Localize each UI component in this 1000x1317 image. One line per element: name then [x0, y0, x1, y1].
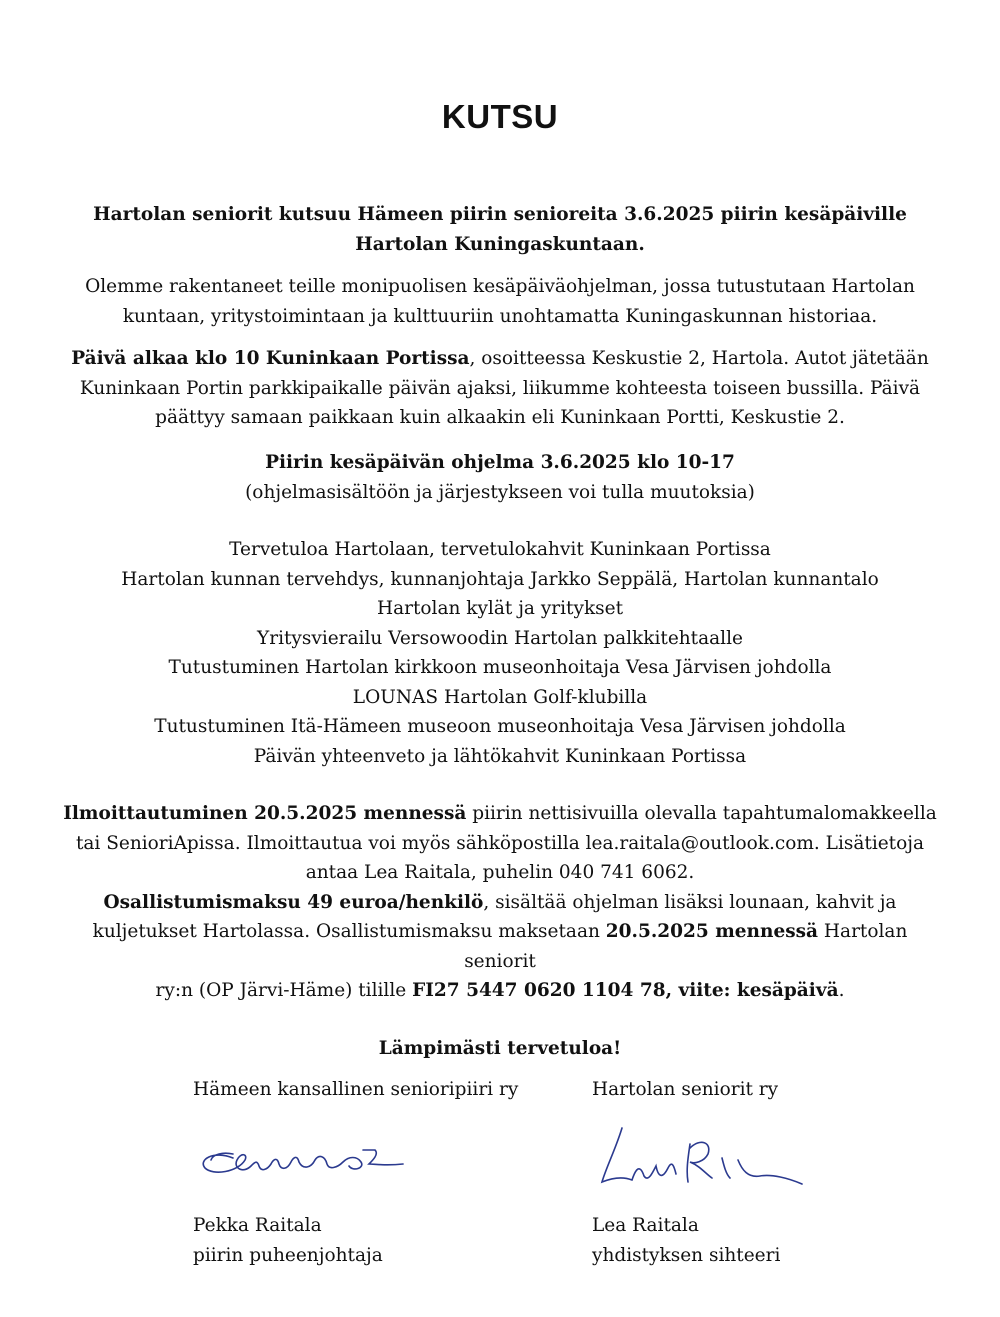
- intro-paragraph: [60, 200, 940, 259]
- meeting-info-text: , osoitteessa Keskustie 2, Hartola. Autot jätetään: [469, 348, 929, 369]
- signatory-role: yhdistyksen sihteeri: [592, 1244, 781, 1266]
- fee-line: [60, 976, 940, 1006]
- description-line: kuntaan, yritystoimintaan ja kulttuuriin unohtamatta Kuningaskunnan historiaa.: [122, 305, 878, 327]
- fee-text: kuljetukset Hartolassa. Osallistumismaksu maksetaan: [92, 921, 606, 942]
- program-title: Piirin kesäpäivän ohjelma 3.6.2025 klo 10-17: [265, 452, 735, 473]
- description-line: Olemme rakentaneet teille monipuolisen kesäpäiväohjelman, jossa tutustutaan Hartolan: [85, 276, 915, 297]
- signatory-name: Lea Raitala: [592, 1215, 699, 1236]
- signatory-organization-left: Hämeen kansallinen senioripiiri ry: [193, 1079, 519, 1100]
- signature-stroke: [602, 1128, 802, 1184]
- fee-line: [60, 917, 940, 976]
- program-item: Hartolan kunnan tervehdys, kunnanjohtaja Jarkko Seppälä, Hartolan kunnantalo: [121, 568, 879, 590]
- intro-line: Hartolan Kuningaskuntaan.: [355, 233, 645, 255]
- fee-amount: Osallistumismaksu 49 euroa/henkilö: [103, 891, 484, 913]
- intro-line: Hartolan seniorit kutsuu Hämeen piirin senioreita 3.6.2025 piirin kesäpäiville: [93, 204, 907, 225]
- fee-text: ry:n (OP Järvi-Häme) tilille: [155, 980, 413, 1001]
- start-time-highlight: Päivä alkaa klo 10 Kuninkaan Portissa: [71, 348, 470, 369]
- meeting-info-line: [60, 344, 940, 374]
- program-item: Yritysvierailu Versowoodin Hartolan palkkitehtaalle: [257, 627, 743, 649]
- signature-pekka-raitala: [193, 1130, 413, 1190]
- program-item: Päivän yhteenveto ja lähtökahvit Kuninkaan Portissa: [253, 745, 747, 767]
- fee-text: , sisältää ohjelman lisäksi lounaan, kahvit ja: [483, 891, 897, 913]
- fee-text: .: [838, 980, 845, 1001]
- program-note: (ohjelmasisältöön ja järjestykseen voi tulla muutoksia): [245, 481, 755, 503]
- signature-stroke: [203, 1150, 403, 1172]
- program-item: Tervetuloa Hartolaan, tervetulokahvit Kuninkaan Portissa: [229, 539, 771, 560]
- program-list: [60, 535, 940, 771]
- signature-lea-raitala: [592, 1118, 822, 1198]
- signatory-role: piirin puheenjohtaja: [193, 1244, 383, 1266]
- registration-paragraph: [60, 799, 940, 1006]
- bank-account: FI27 5447 0620 1104 78, viite: kesäpäivä: [412, 980, 839, 1001]
- program-header: [60, 448, 940, 507]
- meeting-info-line: päättyy samaan paikkaan kuin alkaakin eli Kuninkaan Portti, Keskustie 2.: [155, 407, 845, 428]
- payment-deadline: 20.5.2025 mennessä: [605, 921, 819, 942]
- meeting-info-line: Kuninkaan Portin parkkipaikalle päivän ajaksi, liikumme kohteesta toiseen bussilla. Päivä: [79, 377, 921, 399]
- signatory-name: Pekka Raitala: [193, 1215, 322, 1236]
- fee-text: Hartolan seniorit: [464, 921, 908, 972]
- fee-line: [60, 888, 940, 918]
- page-title: KUTSU: [441, 98, 559, 135]
- program-item: LOUNAS Hartolan Golf-klubilla: [352, 686, 648, 708]
- signatory-left: [193, 1211, 383, 1270]
- meeting-info-paragraph: [60, 344, 940, 433]
- program-item: Hartolan kylät ja yritykset: [376, 598, 624, 619]
- description-paragraph: [60, 272, 940, 331]
- registration-line: antaa Lea Raitala, puhelin 040 741 6062.: [305, 862, 695, 883]
- program-item: Tutustuminen Itä-Hämeen museoon museonhoitaja Vesa Järvisen johdolla: [154, 716, 846, 737]
- registration-text: piirin nettisivuilla olevalla tapahtumalomakkeella: [466, 803, 937, 824]
- program-item: Tutustuminen Hartolan kirkkoon museonhoitaja Vesa Järvisen johdolla: [168, 657, 832, 678]
- registration-line: [60, 799, 940, 829]
- closing-greeting: Lämpimästi tervetuloa!: [378, 1038, 622, 1059]
- registration-deadline: Ilmoittautuminen 20.5.2025 mennessä: [63, 803, 467, 824]
- signatory-organization-right: Hartolan seniorit ry: [592, 1079, 779, 1100]
- registration-line: tai SenioriApissa. Ilmoittautua voi myös sähköpostilla lea.raitala@outlook.com. Lisätietoja: [75, 832, 925, 854]
- signatory-right: [592, 1211, 780, 1270]
